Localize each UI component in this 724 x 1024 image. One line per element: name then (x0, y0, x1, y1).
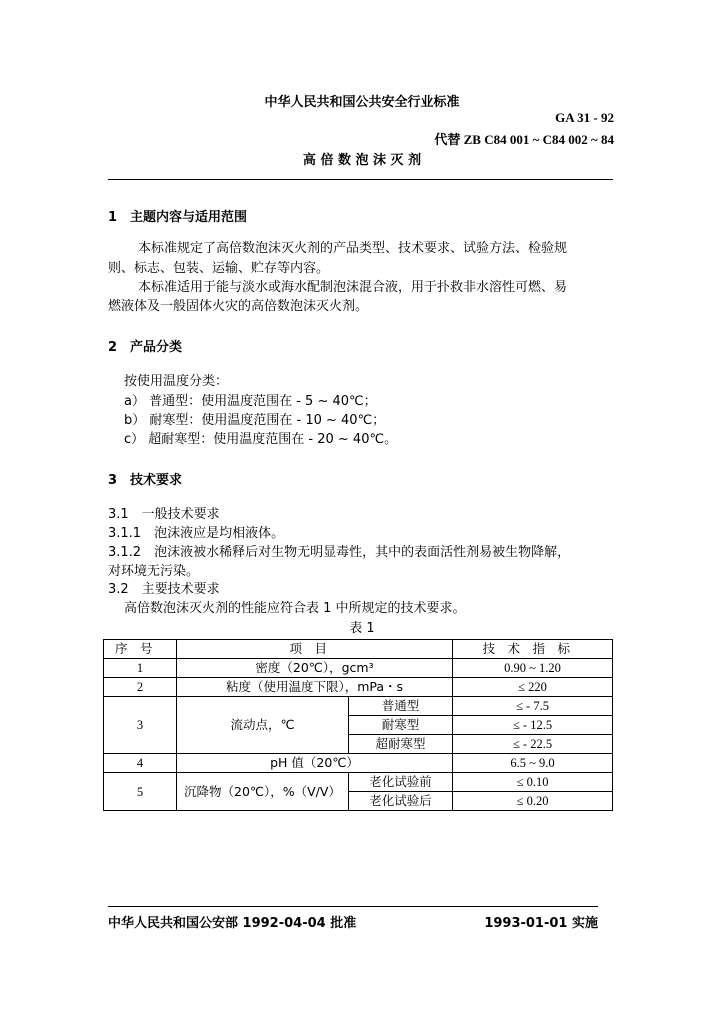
spec-table (103, 639, 613, 811)
row-value: 0.90 ~ 1.20 (453, 659, 613, 678)
row-subitem: 耐寒型 (349, 716, 453, 735)
header-rule (108, 179, 613, 180)
clause-3-2: 3.2 主要技术要求 (108, 582, 220, 597)
issuer-title: 中华人民共和国公共安全行业标准 (264, 95, 460, 110)
classification-item-c: c） 超耐寒型：使用温度范围在 - 20 ~ 40℃。 (124, 432, 398, 447)
row-item: 沉降物（20℃），%（V/V） (177, 773, 349, 811)
document-title: 高 倍 数 泡 沫 灭 剂 (302, 153, 422, 168)
classification-item-a: a） 普通型：使用温度范围在 - 5 ~ 40℃； (124, 394, 377, 409)
standard-code: GA 31 - 92 (555, 110, 614, 125)
row-value: ≤ 220 (453, 678, 613, 697)
section1-para2-line2: 燃液体及一般固体火灾的高倍数泡沫灭火剂。 (108, 299, 369, 314)
header-no: 序号 (104, 640, 177, 659)
row-value: ≤ - 12.5 (453, 716, 613, 735)
section1-heading: 1 主题内容与适用范围 (108, 210, 248, 225)
row-subitem: 超耐寒型 (349, 735, 453, 754)
table-row (104, 678, 613, 697)
header-spec: 技术指标 (453, 640, 613, 659)
row-no: 5 (104, 773, 177, 811)
clause-3-2-text: 高倍数泡沫灭火剂的性能应符合表 1 中所规定的技术要求。 (124, 601, 466, 616)
row-value: ≤ 0.20 (453, 792, 613, 811)
clause-3-1-1: 3.1.1 泡沫液应是均相液体。 (108, 526, 285, 541)
section1-para1-line1: 本标准规定了高倍数泡沫灭火剂的产品类型、技术要求、试验方法、检验规 (138, 241, 568, 256)
row-no: 2 (104, 678, 177, 697)
row-value: ≤ - 22.5 (453, 735, 613, 754)
row-item: 粘度（使用温度下限），mPa・s (177, 678, 453, 697)
footer-rule (108, 906, 598, 907)
row-item: 密度（20℃），gcm³ (177, 659, 453, 678)
header-item: 项目 (177, 640, 453, 659)
section1-para2-line1: 本标准适用于能与淡水或海水配制泡沫混合液，用于扑救非水溶性可燃、易 (138, 280, 568, 295)
classification-item-b: b） 耐寒型：使用温度范围在 - 10 ~ 40℃； (124, 413, 386, 428)
table-row (104, 659, 613, 678)
section2-heading: 2 产品分类 (108, 340, 183, 355)
row-value: ≤ - 7.5 (453, 697, 613, 716)
section3-heading: 3 技术要求 (108, 473, 183, 488)
row-value: ≤ 0.10 (453, 773, 613, 792)
row-no: 3 (104, 697, 177, 754)
section1-para1-line2: 则、标志、包装、运输、贮存等内容。 (108, 261, 330, 276)
table-header-row (104, 640, 613, 659)
clause-3-1: 3.1 一般技术要求 (108, 507, 220, 522)
effective-date: 1993-01-01 实施 (484, 916, 598, 931)
row-item: pH 值（20℃） (177, 754, 453, 773)
replaces-code: 代替 ZB C84 001 ~ C84 002 ~ 84 (434, 132, 614, 147)
clause-3-1-2-line1: 3.1.2 泡沫液被水稀释后对生物无明显毒性，其中的表面活性剂易被生物降解， (108, 545, 571, 560)
row-no: 1 (104, 659, 177, 678)
row-item: 流动点，℃ (177, 697, 349, 754)
row-subitem: 老化试验前 (349, 773, 453, 792)
table-row (104, 754, 613, 773)
row-subitem: 老化试验后 (349, 792, 453, 811)
table-caption: 表 1 (349, 621, 375, 636)
table-row (104, 773, 613, 792)
classification-intro: 按使用温度分类： (124, 374, 229, 389)
row-value: 6.5 ~ 9.0 (453, 754, 613, 773)
row-no: 4 (104, 754, 177, 773)
row-subitem: 普通型 (349, 697, 453, 716)
clause-3-1-2-line2: 对环境无污染。 (108, 564, 200, 579)
table-row (104, 697, 613, 716)
approval-line: 中华人民共和国公安部 1992-04-04 批准 (108, 916, 357, 931)
